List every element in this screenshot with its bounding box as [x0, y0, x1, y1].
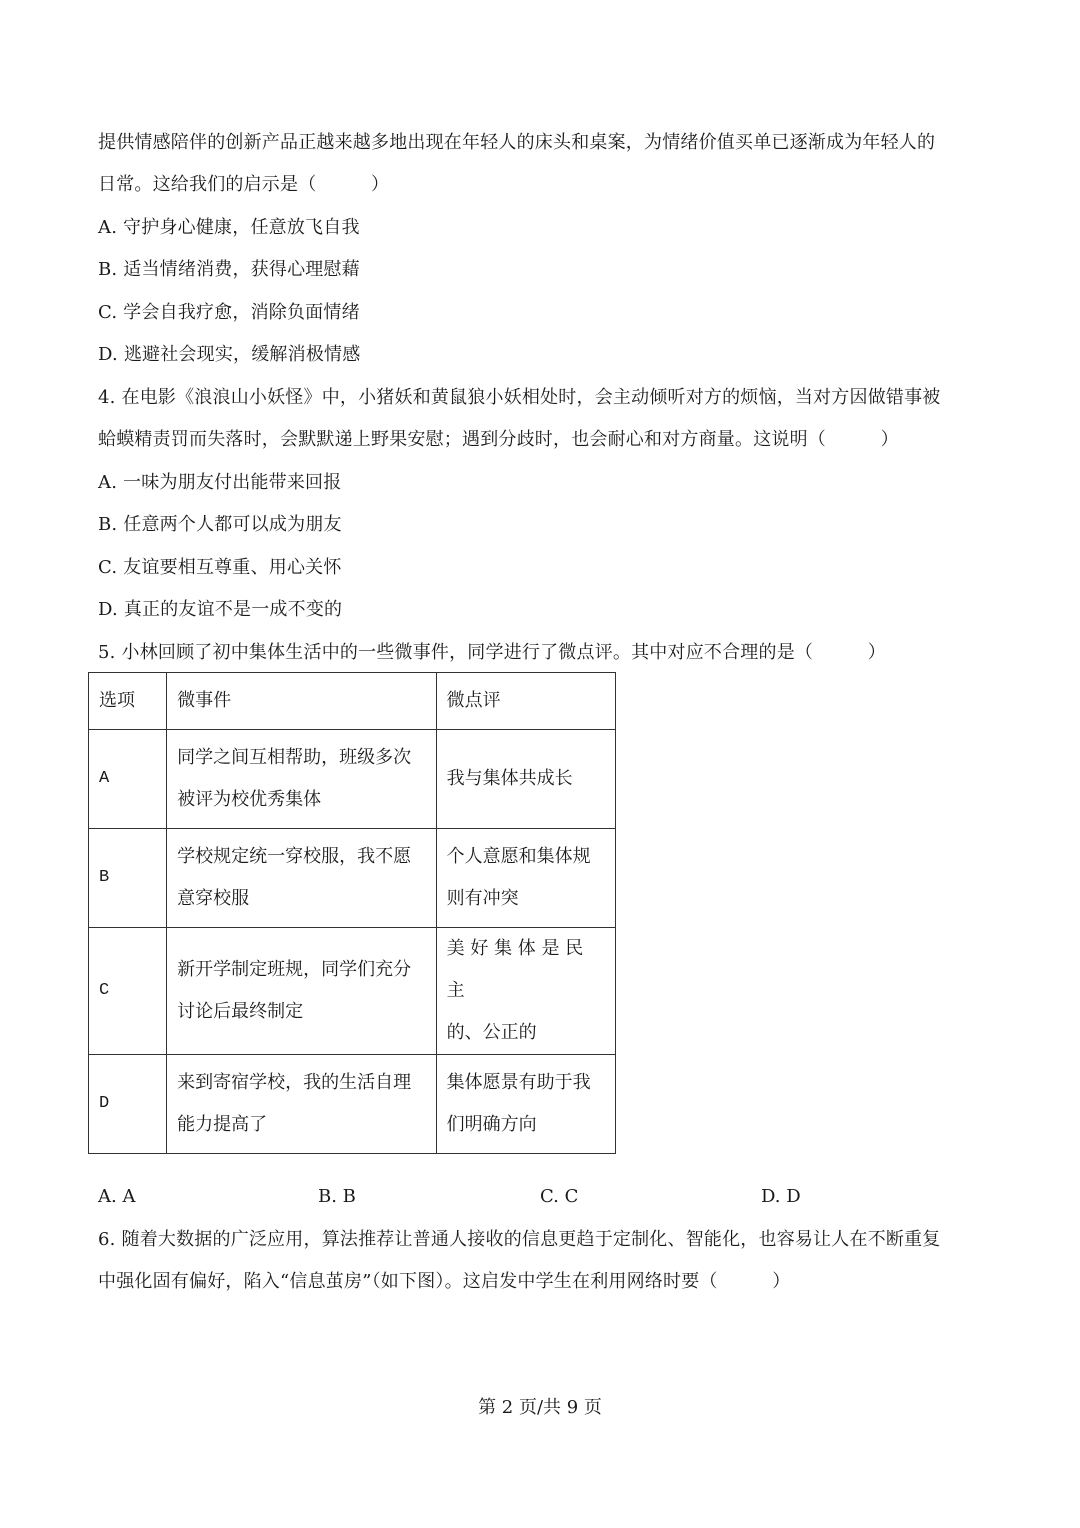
q3-option-d: D. 逃避社会现实，缓解消极情感	[98, 344, 361, 365]
row-comment	[436, 928, 615, 1055]
row-event	[167, 829, 437, 928]
header-option: 选项	[89, 673, 167, 730]
q3-stem-line-1: 提供情感陪伴的创新产品正越来越多地出现在年轻人的床头和桌案，为情绪价值买单已逐渐成为年轻人的	[98, 132, 936, 153]
q3-option-c: C. 学会自我疗愈，消除负面情绪	[98, 302, 360, 323]
q3-option-b: B. 适当情绪消费，获得心理慰藉	[98, 259, 360, 280]
table-header-row	[89, 673, 616, 730]
row-event-line-1: 来到寄宿学校，我的生活自理	[177, 1072, 412, 1093]
row-comment-line-1: 我与集体共成长	[446, 768, 573, 789]
row-comment	[436, 1055, 615, 1154]
q5-option-c: C. C	[540, 1186, 579, 1207]
q4-stem-line-2: 蛤蟆精责罚而失落时，会默默递上野果安慰；遇到分歧时，也会耐心和对方商量。这说明（ ）	[98, 429, 899, 450]
page-number: 第 2 页/共 9 页	[478, 1397, 602, 1418]
row-comment	[436, 829, 615, 928]
q4-option-a: A. 一味为朋友付出能带来回报	[98, 472, 342, 493]
q3-option-a: A. 守护身心健康，任意放飞自我	[98, 217, 360, 238]
row-event-line-1: 新开学制定班规，同学们充分	[177, 959, 412, 980]
q4-option-c: C. 友谊要相互尊重、用心关怀	[98, 557, 342, 578]
table-row	[89, 1055, 616, 1154]
row-label: D	[89, 1055, 167, 1154]
row-comment-line-1: 美 好 集 体 是 民 主	[446, 938, 584, 1001]
table-row	[89, 730, 616, 829]
row-event	[167, 730, 437, 829]
row-comment-line-2: 的、公正的	[446, 1022, 537, 1043]
q3-stem-line-2: 日常。这给我们的启示是（ ）	[98, 174, 390, 195]
row-event-line-2: 被评为校优秀集体	[177, 789, 322, 810]
row-comment-line-1: 集体愿景有助于我	[446, 1072, 591, 1093]
row-event	[167, 928, 437, 1055]
q4-stem-line-1: 4. 在电影《浪浪山小妖怪》中，小猪妖和黄鼠狼小妖相处时，会主动倾听对方的烦恼，当对方因做错事被	[98, 387, 941, 408]
row-label: A	[89, 730, 167, 829]
q4-option-b: B. 任意两个人都可以成为朋友	[98, 514, 342, 535]
row-event-line-1: 同学之间互相帮助，班级多次	[177, 747, 412, 768]
row-comment-line-2: 则有冲突	[446, 888, 519, 909]
q5-option-a: A. A	[98, 1186, 136, 1207]
row-event-line-2: 意穿校服	[177, 888, 250, 909]
row-event-line-1: 学校规定统一穿校服，我不愿	[177, 846, 412, 867]
header-event: 微事件	[167, 673, 437, 730]
table-row	[89, 928, 616, 1055]
header-comment: 微点评	[436, 673, 615, 730]
q5-stem: 5. 小林回顾了初中集体生活中的一些微事件，同学进行了微点评。其中对应不合理的是（ ）	[98, 642, 886, 663]
q5-option-b: B. B	[318, 1186, 356, 1207]
row-event-line-2: 讨论后最终制定	[177, 1001, 304, 1022]
table-row	[89, 829, 616, 928]
row-event-line-2: 能力提高了	[177, 1114, 268, 1135]
row-label: C	[89, 928, 167, 1055]
row-event	[167, 1055, 437, 1154]
q6-stem-line-2: 中强化固有偏好，陷入“信息茧房”（如下图）。这启发中学生在利用网络时要（ ）	[98, 1271, 791, 1292]
q5-option-d: D. D	[761, 1186, 801, 1207]
row-comment	[436, 730, 615, 829]
q6-stem-line-1: 6. 随着大数据的广泛应用，算法推荐让普通人接收的信息更趋于定制化、智能化，也容易让人在不断重复	[98, 1229, 941, 1250]
row-comment-line-1: 个人意愿和集体规	[446, 846, 591, 867]
row-label: B	[89, 829, 167, 928]
row-comment-line-2: 们明确方向	[446, 1114, 537, 1135]
q5-table	[88, 672, 616, 1154]
q4-option-d: D. 真正的友谊不是一成不变的	[98, 599, 343, 620]
